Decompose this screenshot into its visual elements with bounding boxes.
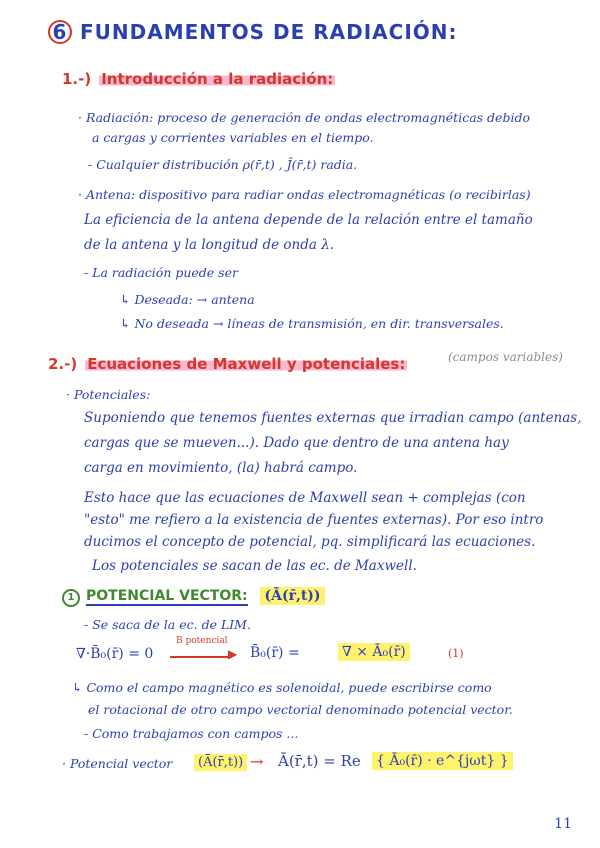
title-text: FUNDAMENTOS DE RADIACIÓN:	[80, 20, 458, 44]
potencial-vector-symbol: (Ā(r̄,t))	[260, 587, 324, 605]
title-number: 6	[48, 20, 72, 44]
pv-eq-arrow-label: B potencial	[176, 636, 228, 646]
section2-title: Ecuaciones de Maxwell y potenciales:	[87, 355, 406, 373]
potencial-vector-title: POTENCIAL VECTOR:	[86, 588, 248, 604]
s2-line-1: Suponiendo que tenemos fuentes externas que irradian campo (antenas,	[84, 410, 582, 426]
pv-line-3: el rotacional de otro campo vectorial denominado potencial vector.	[88, 702, 513, 717]
section1-title: Introducción a la radiación:	[101, 70, 334, 88]
pv-eq-tag: (1)	[448, 647, 464, 660]
pv-final-arrow-icon: →	[250, 752, 264, 771]
section2-note: (campos variables)	[448, 350, 563, 364]
s1-line-6: de la antena y la longitud de onda λ.	[84, 237, 335, 253]
s1-line-3: - Cualquier distribución ρ(r̄,t) , J̄(r̄,t) radia.	[88, 157, 358, 172]
s2-line-5: "esto" me refiero a la existencia de fuentes externas). Por eso intro	[84, 512, 544, 528]
pv-final-label: · Potencial vector	[62, 756, 173, 771]
pv-eq-mid: B̄₀(r̄) =	[250, 645, 300, 661]
pv-final-eq-left: Ā(r̄,t) = Re	[278, 752, 361, 770]
s1-line-1: · Radiación: proceso de generación de ondas electromagnéticas debido	[78, 110, 530, 125]
page-number: 11	[554, 816, 572, 832]
section2-subtitle: · Potenciales:	[66, 387, 151, 402]
pv-line-1: - Se saca de la ec. de LIM.	[84, 617, 251, 632]
s1-line-2: a cargas y corrientes variables en el tiempo.	[92, 130, 374, 145]
pv-eq-arrow	[170, 656, 232, 658]
pv-final-eq-right: { Ā₀(r̄) · e^{jωt} }	[372, 752, 513, 770]
pv-eq-left: ∇·B̄₀(r̄) = 0	[76, 646, 154, 662]
section2-heading	[48, 355, 407, 373]
pv-eq-arrowhead-icon: ▶	[228, 647, 238, 661]
potencial-vector-number: 1	[62, 589, 80, 607]
s1-line-5: La eficiencia de la antena depende de la relación entre el tamaño	[84, 212, 533, 228]
s1-line-4: · Antena: dispositivo para radiar ondas electromagnéticas (o recibirlas)	[78, 187, 531, 202]
potencial-vector-heading	[62, 588, 325, 607]
s1-line-8: ↳ Deseada: → antena	[120, 292, 255, 307]
pv-final-symbol: (Ā(r̄,t))	[194, 754, 247, 771]
s1-line-9: ↳ No deseada → líneas de transmisión, en dir. transversales.	[120, 316, 504, 331]
s1-line-7: - La radiación puede ser	[84, 265, 238, 280]
pv-line-2: ↳ Como el campo magnético es solenoidal, puede escribirse como	[72, 680, 492, 695]
s2-line-2: cargas que se mueven...). Dado que dentro de una antena hay	[84, 435, 509, 451]
s2-line-6: ducimos el concepto de potencial, pq. simplificará las ecuaciones.	[84, 534, 536, 550]
section2-number: 2.-)	[48, 355, 78, 373]
pv-line-4: - Como trabajamos con campos ...	[84, 726, 299, 741]
page-title	[48, 20, 458, 44]
s2-line-4: Esto hace que las ecuaciones de Maxwell sean + complejas (con	[84, 490, 526, 506]
s2-line-7: Los potenciales se sacan de las ec. de Maxwell.	[92, 558, 417, 574]
section1-heading	[62, 70, 335, 88]
section1-number: 1.-)	[62, 70, 92, 88]
s2-line-3: carga en movimiento, (la) habrá campo.	[84, 460, 358, 476]
pv-eq-right: ∇ × Ā₀(r̄)	[338, 643, 410, 661]
